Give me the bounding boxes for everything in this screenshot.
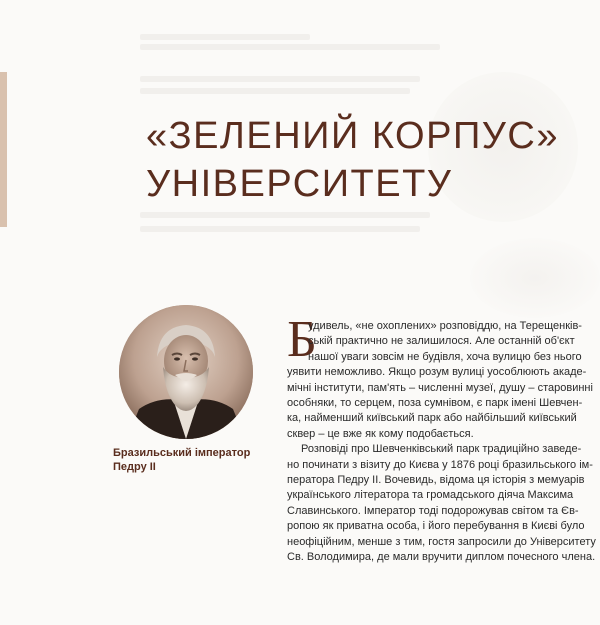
caption-line-2: Педру II (113, 461, 156, 473)
body-line: Славинського. Імператор тоді подорожував світом та Єв- (287, 504, 579, 517)
body-line: но починати з візиту до Києва у 1876 році бразильського ім- (287, 458, 593, 471)
show-through-mark (140, 88, 410, 94)
body-line: неофіційним, менше з тим, гостя запросили до Університету (287, 535, 596, 548)
body-line: уявити неможливо. Якщо розум вулиці уособлюють акаде- (287, 366, 587, 379)
show-through-mark (140, 34, 310, 40)
body-line: Св. Володимира, де мали вручити диплом почесного члена. (287, 551, 596, 564)
show-through-circle (470, 238, 600, 318)
body-line: нашої уваги зовсім не будівля, хоча вулицю без нього (308, 350, 582, 363)
show-through-mark (140, 44, 440, 50)
show-through-mark (140, 226, 420, 232)
chapter-title-line-2: УНІВЕРСИТЕТУ (146, 163, 453, 205)
body-line: сквер – це вже як кому подобається. (287, 427, 474, 440)
portrait-caption (113, 446, 250, 474)
show-through-mark (140, 212, 430, 218)
article-body (287, 311, 596, 566)
chapter-title (146, 112, 559, 208)
emperor-portrait (119, 305, 253, 439)
portrait-illustration (119, 305, 253, 439)
body-line: удивель, «не охоплених» розповіддю, на Терещенків- (308, 320, 582, 332)
body-line: ській практично не залишилося. Але останній об'єкт (308, 335, 575, 348)
body-line: українського літератора та громадського діяча Максима (287, 489, 574, 502)
chapter-title-line-1: «ЗЕЛЕНИЙ КОРПУС» (146, 115, 559, 157)
body-line: особняки, то серцем, поза сумнівом, є парк імені Шевчен- (287, 397, 583, 410)
body-line: ператора Педру II. Вочевидь, відома ця історія з мемуарів (287, 474, 585, 487)
drop-cap: Б (287, 311, 317, 368)
show-through-mark (140, 76, 420, 82)
body-line: Розповіді про Шевченківський парк традиційно заведе- (301, 443, 582, 456)
body-line: ропою як приватна особа, і його перебування в Києві було (287, 520, 585, 533)
body-line: мічні інститути, пам'ять – численні музеї, душу – старовинні (287, 381, 593, 394)
caption-line-1: Бразильський імператор (113, 447, 251, 459)
chapter-side-bar (0, 72, 7, 227)
body-line: ка, найменший київський парк або найбільший київський (287, 412, 577, 425)
